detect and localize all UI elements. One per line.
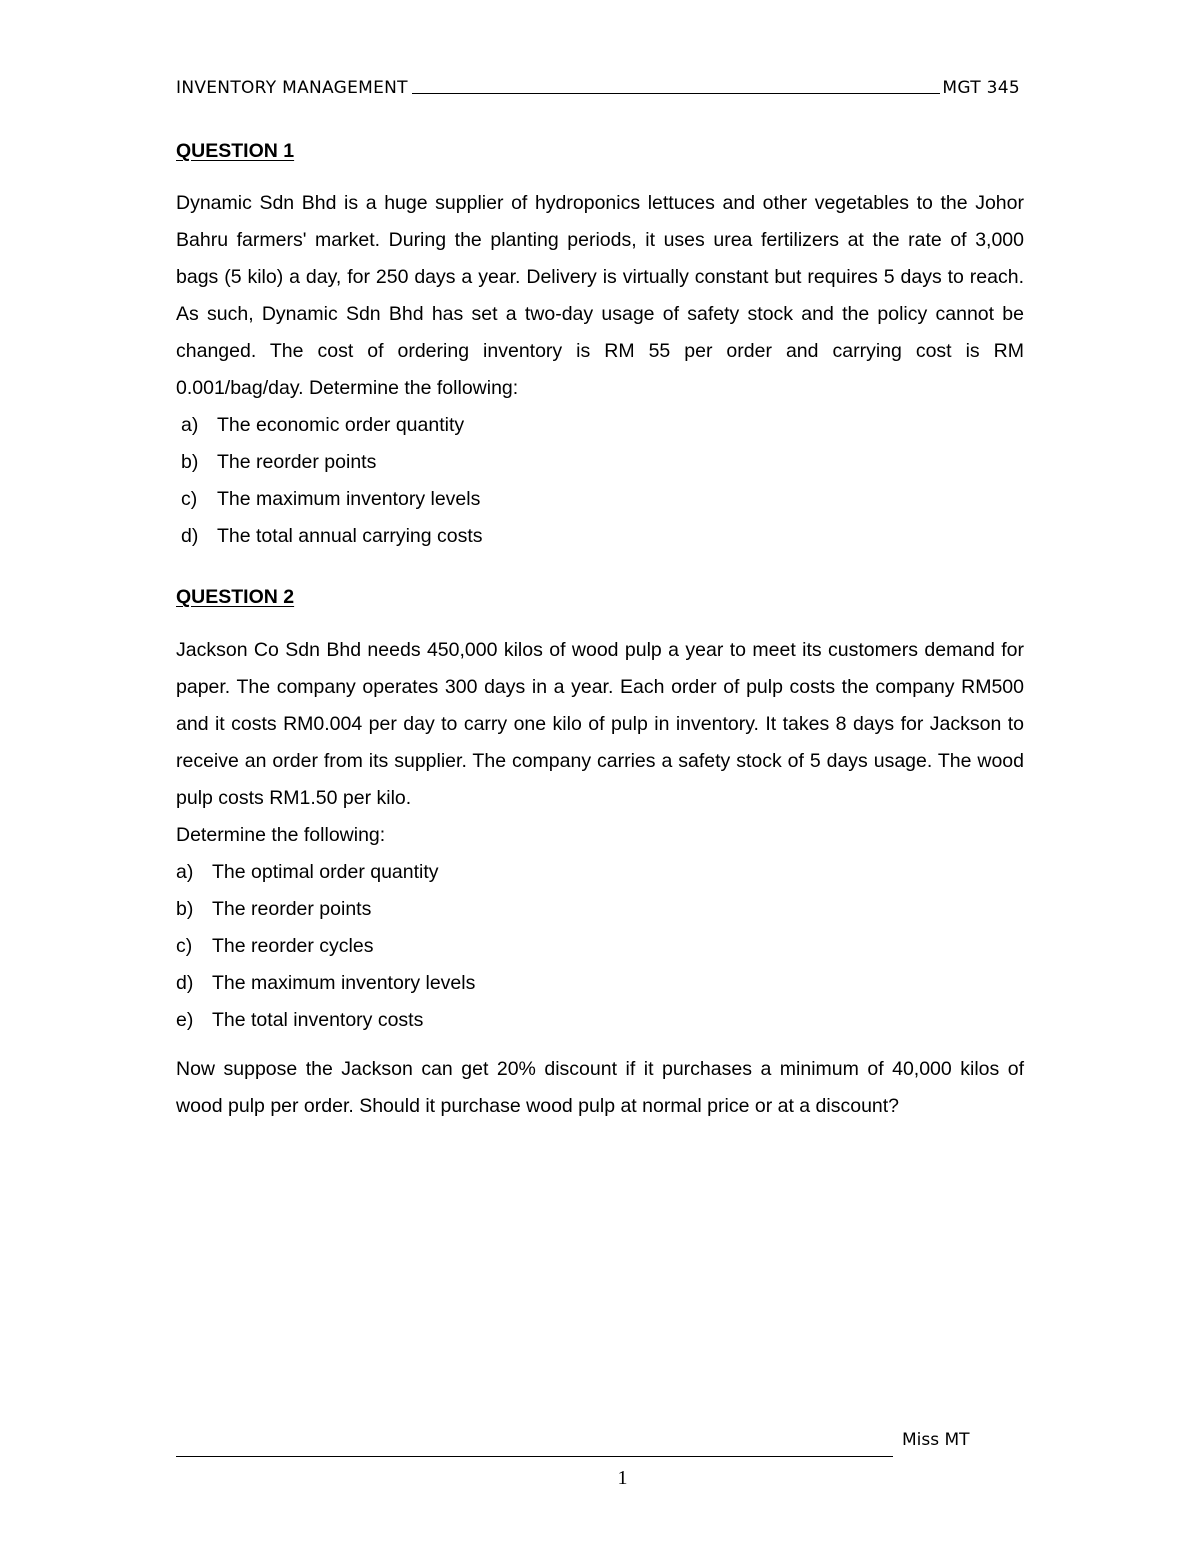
list-item-text: The total annual carrying costs <box>217 525 483 547</box>
list-item <box>176 928 1024 965</box>
question-2-body <box>176 632 1024 1125</box>
question-1-body <box>176 185 1024 555</box>
list-item <box>176 481 1024 518</box>
footer-author: Miss MT <box>902 1430 970 1450</box>
list-item <box>176 891 1024 928</box>
list-item-text: The reorder cycles <box>212 935 374 957</box>
list-item-text: The maximum inventory levels <box>212 972 476 994</box>
header-course-code: MGT 345 <box>942 78 1020 98</box>
question-1-paragraph: Dynamic Sdn Bhd is a huge supplier of hydroponics lettuces and other vegetables to the Johor Bahru farmers' market. During the planting periods, it uses urea fertilizers at the rate of 3,000 bags (5 kilo) a day, for 250 days a year. Delivery is virtually constant but requires 5 days to reach. As such, Dynamic Sdn Bhd has set a two-day usage of safety stock and the policy cannot be changed. The cost of ordering inventory is RM 55 per order and carrying cost is RM 0.001/bag/day. Determine the following: <box>176 192 1024 399</box>
list-marker: c) <box>176 935 193 957</box>
question-2-paragraph: Jackson Co Sdn Bhd needs 450,000 kilos of wood pulp a year to meet its customers demand for paper. The company operates 300 days in a year. Each order of pulp costs the company RM500 and it costs RM0.004 per day to carry one kilo of pulp in inventory. It takes 8 days for Jackson to receive an order from its supplier. The company carries a safety stock of 5 days usage. The wood pulp costs RM1.50 per kilo. <box>176 639 1024 809</box>
list-item <box>176 1002 1024 1039</box>
list-item <box>176 444 1024 481</box>
question-2-followup: Now suppose the Jackson can get 20% discount if it purchases a minimum of 40,000 kilos of wood pulp per order. Should it purchase wood pulp at normal price or at a discount? <box>176 1058 1024 1117</box>
footer-rule <box>176 1456 893 1457</box>
question-2-title: QUESTION 2 <box>176 586 295 608</box>
list-item-text: The reorder points <box>217 451 377 473</box>
question-1-list <box>176 407 1024 555</box>
list-item <box>176 518 1024 555</box>
question-2-list <box>176 854 1024 1039</box>
list-item <box>176 965 1024 1002</box>
list-item <box>176 407 1024 444</box>
page-number: 1 <box>617 1467 628 1489</box>
header-course-title: INVENTORY MANAGEMENT <box>176 78 408 98</box>
list-marker: c) <box>181 488 198 510</box>
list-item-text: The optimal order quantity <box>212 861 439 883</box>
list-marker: e) <box>176 1009 194 1031</box>
list-marker: a) <box>176 861 194 883</box>
list-item <box>176 854 1024 891</box>
list-item-text: The total inventory costs <box>212 1009 424 1031</box>
list-marker: d) <box>181 525 199 547</box>
list-marker: a) <box>181 414 199 436</box>
list-marker: d) <box>176 972 194 994</box>
page-header <box>176 72 1020 98</box>
list-item-text: The maximum inventory levels <box>217 488 481 510</box>
list-item-text: The reorder points <box>212 898 372 920</box>
list-item-text: The economic order quantity <box>217 414 465 436</box>
list-marker: b) <box>176 898 194 920</box>
list-marker: b) <box>181 451 199 473</box>
question-1-title: QUESTION 1 <box>176 140 295 162</box>
header-rule <box>412 93 941 94</box>
question-2-instruction: Determine the following: <box>176 824 386 846</box>
